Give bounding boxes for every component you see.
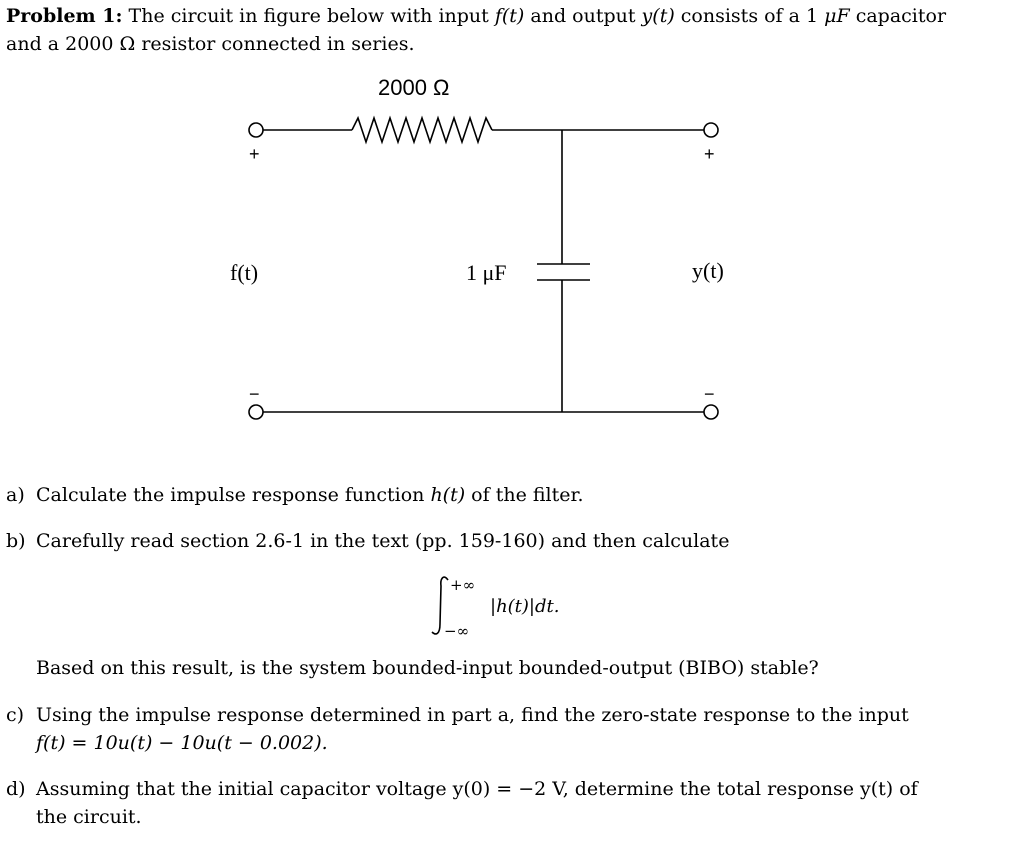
integral-lower-limit: −∞ bbox=[444, 622, 470, 640]
resistor-label: 2000 Ω bbox=[378, 75, 450, 100]
capacitor-label: 1 μF bbox=[466, 260, 507, 285]
output-label: y(t) bbox=[692, 258, 724, 283]
part-d-letter: d) bbox=[6, 778, 26, 800]
input-plus-sign: + bbox=[249, 144, 260, 164]
output-negative-terminal bbox=[704, 405, 718, 419]
integral-integrand: |h(t)|dt. bbox=[490, 596, 560, 617]
part-b-letter: b) bbox=[6, 530, 26, 552]
part-b-followup: Based on this result, is the system bounded-input bounded-output (BIBO) stable? bbox=[36, 657, 819, 679]
integral-expression bbox=[430, 572, 590, 642]
part-a: a) bbox=[6, 484, 25, 506]
part-d-text-2: the circuit. bbox=[36, 806, 142, 828]
problem-label: Problem 1: bbox=[6, 5, 123, 27]
integral-upper-limit: +∞ bbox=[450, 576, 476, 594]
part-c-letter: c) bbox=[6, 704, 25, 726]
resistor-symbol bbox=[352, 118, 492, 142]
problem-statement-line-1: Problem 1: The circuit in figure below with input f(t) and output y(t) consists of a 1 μF capacitor bbox=[6, 5, 947, 27]
part-d-text-1: Assuming that the initial capacitor voltage y(0) = −2 V, determine the total response y(t) of bbox=[36, 778, 918, 800]
output-positive-terminal bbox=[704, 123, 718, 137]
input-minus-sign: − bbox=[249, 384, 260, 404]
part-b-text: Carefully read section 2.6-1 in the text (pp. 159-160) and then calculate bbox=[36, 530, 730, 552]
problem-statement-line-2: and a 2000 Ω resistor connected in series. bbox=[6, 33, 415, 55]
part-a-text: Calculate the impulse response function h(t) of the filter. bbox=[36, 484, 584, 506]
input-positive-terminal bbox=[249, 123, 263, 137]
rc-circuit-diagram bbox=[0, 60, 1024, 440]
part-c-text-1: Using the impulse response determined in part a, find the zero-state response to the input bbox=[36, 704, 909, 726]
output-minus-sign: − bbox=[704, 384, 715, 404]
input-negative-terminal bbox=[249, 405, 263, 419]
output-plus-sign: + bbox=[704, 144, 715, 164]
part-c-text-2: f(t) = 10u(t) − 10u(t − 0.002). bbox=[36, 732, 328, 754]
input-label: f(t) bbox=[230, 260, 259, 285]
